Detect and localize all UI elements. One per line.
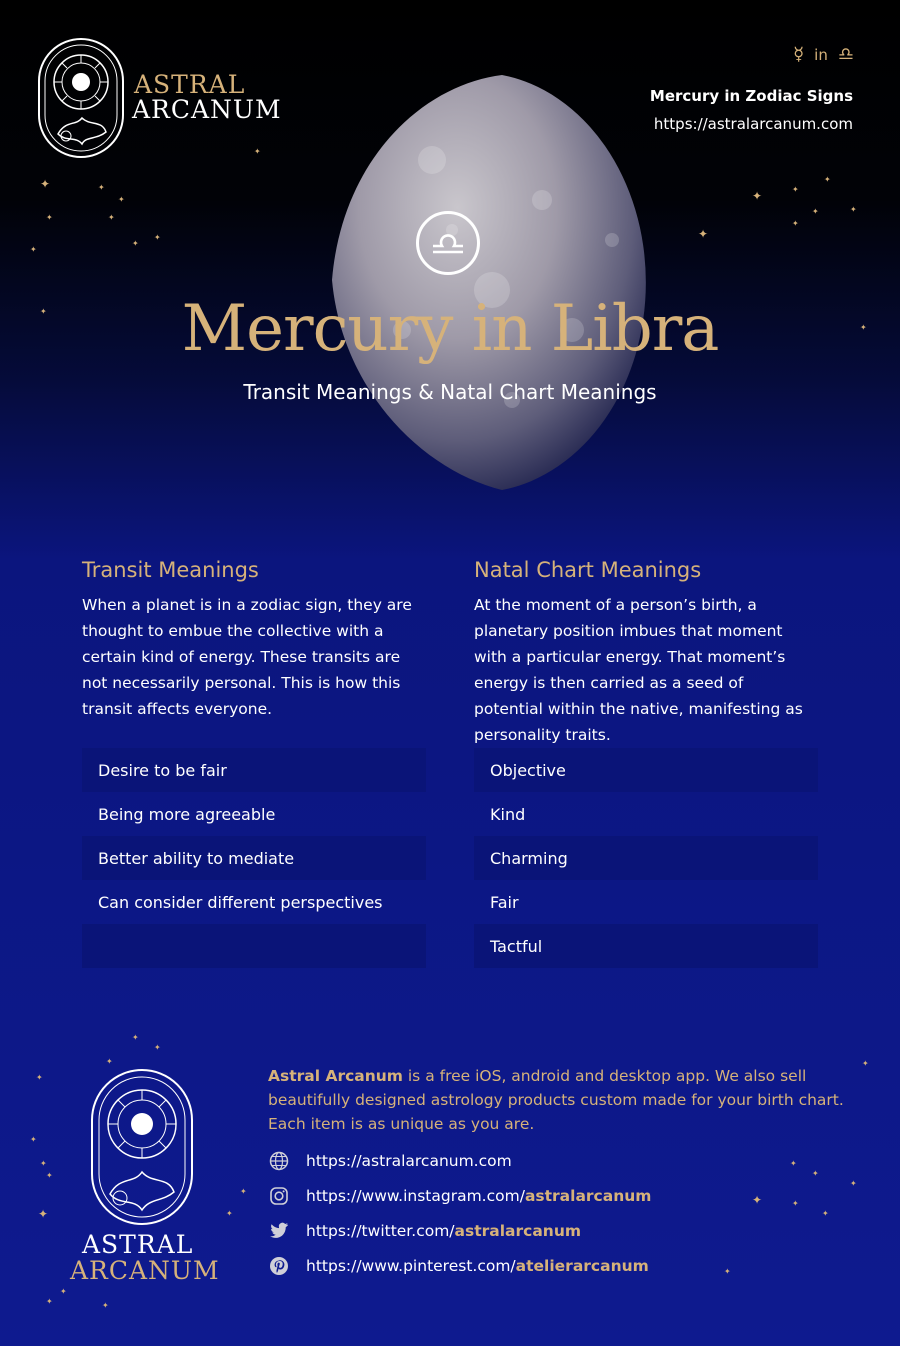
mercury-glyph-icon: ☿ bbox=[793, 44, 805, 65]
about-brand: Astral Arcanum bbox=[268, 1067, 403, 1085]
link-text: https://www.instagram.com/ bbox=[306, 1187, 525, 1205]
brand-logo[interactable] bbox=[36, 36, 126, 160]
instagram-link[interactable] bbox=[268, 1185, 651, 1207]
list-item: Fair bbox=[490, 892, 519, 912]
website-link[interactable] bbox=[268, 1150, 512, 1172]
list-item: Being more agreeable bbox=[98, 804, 276, 824]
libra-glyph-icon: ♎ bbox=[837, 44, 854, 65]
list-item: Can consider different perspectives bbox=[98, 892, 383, 912]
pinterest-link[interactable] bbox=[268, 1255, 649, 1277]
instagram-icon bbox=[268, 1185, 290, 1207]
transit-traits-list bbox=[82, 748, 426, 968]
header-subtitle: Mercury in Zodiac Signs bbox=[649, 87, 853, 105]
header-in-label: in bbox=[814, 45, 828, 64]
list-item: Charming bbox=[474, 836, 818, 880]
link-text: https://twitter.com/ bbox=[306, 1222, 455, 1240]
link-handle: astralarcanum bbox=[524, 1187, 652, 1205]
list-item bbox=[82, 924, 426, 968]
twitter-link[interactable] bbox=[268, 1220, 581, 1242]
about-body: is a free iOS, android and desktop app. We also sell beautifully designed astrology products custom made for your birth chart. Each item is as unique as you are. bbox=[268, 1067, 844, 1133]
natal-traits-list bbox=[474, 748, 818, 968]
link-handle: astralarcanum bbox=[454, 1222, 581, 1240]
libra-symbol-badge bbox=[416, 211, 480, 275]
natal-heading: Natal Chart Meanings bbox=[474, 558, 702, 582]
brand-name-line1: ASTRAL bbox=[134, 70, 246, 99]
twitter-icon bbox=[268, 1220, 290, 1242]
list-item: Tactful bbox=[474, 924, 818, 968]
page-subtitle: Transit Meanings & Natal Chart Meanings bbox=[243, 380, 657, 404]
brand-name-line2: ARCANUM bbox=[132, 95, 282, 124]
header-glyphs bbox=[793, 44, 854, 65]
link-text: https://www.pinterest.com/ bbox=[306, 1257, 516, 1275]
list-item: Desire to be fair bbox=[82, 748, 426, 792]
link-text: https://astralarcanum.com bbox=[306, 1152, 512, 1170]
list-item: Objective bbox=[474, 748, 818, 792]
header-url-link[interactable]: https://astralarcanum.com bbox=[653, 115, 853, 133]
transit-description: When a planet is in a zodiac sign, they are thought to embue the collective with a certain kind of energy. These transits are not necessarily personal. This is how this transit affects everyone. bbox=[82, 596, 412, 718]
about-text bbox=[268, 1064, 858, 1136]
footer-brand-line1: ASTRAL bbox=[82, 1230, 194, 1259]
globe-icon bbox=[268, 1150, 290, 1172]
zodiac-emblem-icon bbox=[72, 1060, 212, 1230]
footer-brand-line2: ARCANUM bbox=[70, 1256, 220, 1285]
libra-icon bbox=[430, 231, 466, 255]
page-title: Mercury in Libra bbox=[181, 292, 719, 366]
list-item: Kind bbox=[490, 804, 526, 824]
link-handle: atelierarcanum bbox=[515, 1257, 649, 1275]
transit-heading: Transit Meanings bbox=[82, 558, 259, 582]
pinterest-icon bbox=[268, 1255, 290, 1277]
zodiac-emblem-icon bbox=[36, 36, 126, 160]
natal-description: At the moment of a person’s birth, a planetary position imbues that moment with a particular energy. That moment’s energy is then carried as a seed of potential within the native, manifesting as personality traits. bbox=[474, 596, 803, 744]
mercury-planet-image bbox=[312, 70, 662, 490]
list-item: Better ability to mediate bbox=[82, 836, 426, 880]
